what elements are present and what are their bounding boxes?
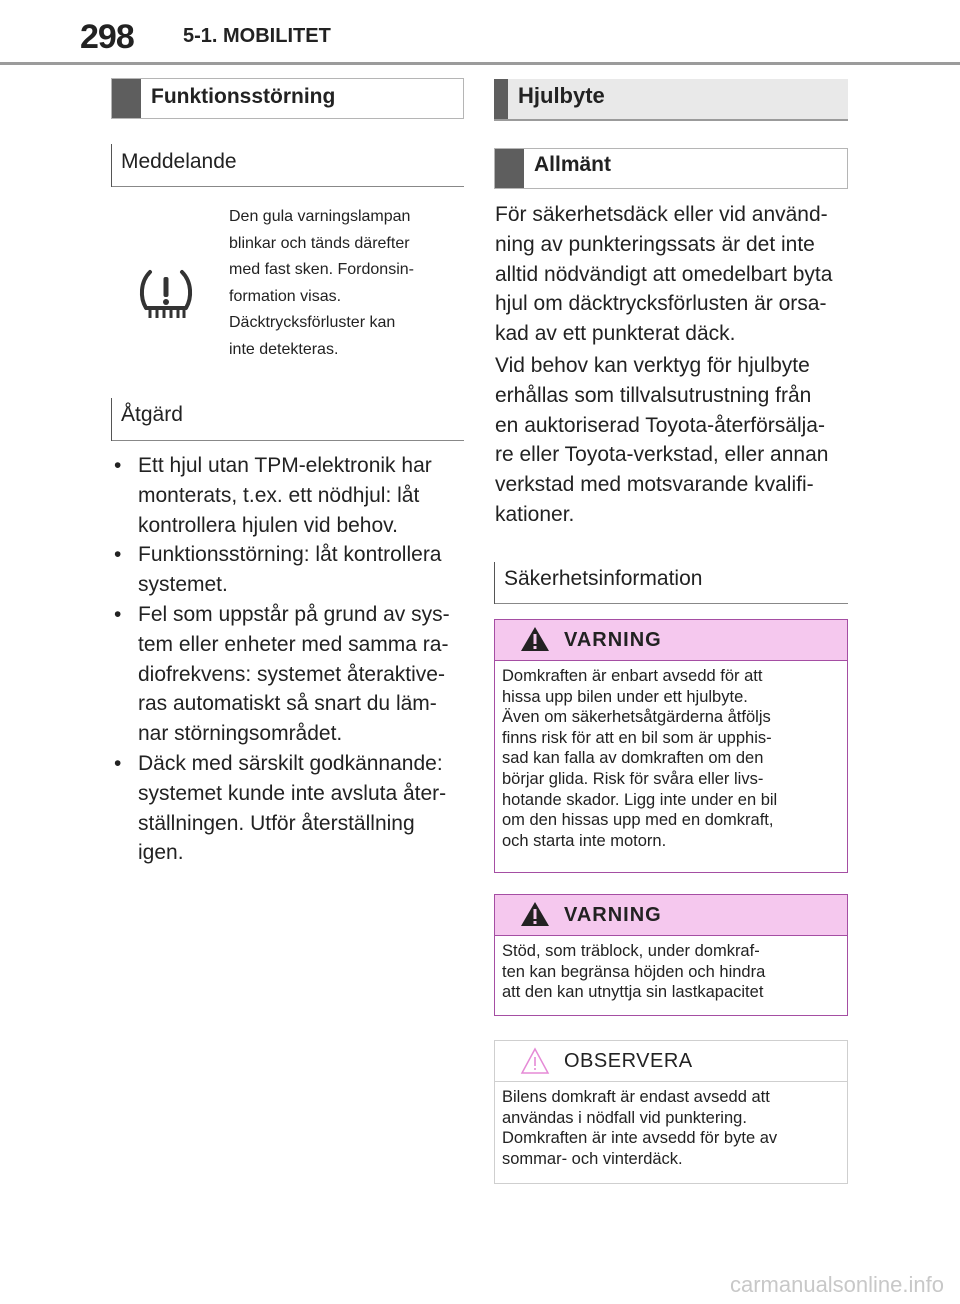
notice-title: OBSERVERA [564,1050,693,1072]
text-line: tem eller enheter med samma ra- [138,632,449,656]
text-line: erhållas som tillvalsutrustning från [495,383,812,407]
warning-box-support [494,894,848,1016]
text-line: börjar glida. Risk för svåra eller livs- [502,769,764,788]
caution-outline-icon [520,1047,550,1075]
text-line: igen. [138,841,184,865]
subhead-rule [112,186,464,187]
notice-header [495,1041,847,1082]
text-line: systemet. [138,573,228,597]
warning-light-description [229,204,464,364]
action-bullet-list [109,451,465,868]
warning-header [495,620,847,661]
text-line: re eller Toyota-verkstad, eller annan [495,443,829,467]
text-line: systemet kunde inte avsluta åter- [138,781,447,805]
list-item [109,600,465,749]
subhead-label: Meddelande [121,150,237,173]
text-line: hjul om däcktrycksförlusten är orsa- [495,292,827,316]
header-rule [0,62,960,65]
paragraph-tools [495,351,855,530]
list-item [109,540,465,600]
section-hjulbyte [494,79,848,121]
warning-title: VARNING [564,904,662,926]
text-line: om den hissas upp med en domkraft, [502,811,774,830]
text-line: • Funktionsstörning: låt kontrollera [138,543,442,567]
text-line: kontrollera hjulen vid behov. [138,513,398,537]
section-title: Funktionsstörning [151,84,336,108]
notice-body [495,1082,847,1169]
watermark: carmanualsonline.info [729,1272,944,1297]
text-line: Den gula varningslampan [229,208,411,225]
subhead-label: Säkerhetsinformation [504,567,703,590]
section-title: Hjulbyte [518,83,605,108]
text-line: ning av punkteringssats är det inte [495,232,815,256]
text-line: finns risk för att en bil som är upphis- [502,728,772,747]
subhead-rule [495,603,848,604]
text-line: formation visas. [229,287,342,305]
text-line: användas i nödfall vid punktering. [502,1108,747,1127]
section-bar [494,79,508,119]
text-line: blinkar och tänds därefter [229,234,410,252]
tire-pressure-warning-icon [138,268,194,322]
text-line: alltid nödvändigt att omedelbart byta [495,262,833,286]
text-line: inte detekteras. [229,340,339,358]
warning-body [495,936,847,1003]
paragraph-general [495,200,855,349]
text-line: • Däck med särskilt godkännande: [138,751,443,775]
subhead-sakerhetsinformation [494,562,848,604]
text-line: att den kan utnyttja sin lastkapacitet [502,983,764,1002]
section-bar [112,79,141,118]
subhead-rule [112,440,464,441]
text-line: kad av ett punkterat däck. [495,322,736,346]
section-bar [495,149,524,188]
text-line: och starta inte motorn. [502,831,667,850]
text-line: Däcktrycksförluster kan [229,314,396,332]
text-line: hissa upp bilen under ett hjulbyte. [502,687,748,706]
warning-triangle-icon [520,901,550,927]
page-number: 298 [80,18,134,56]
warning-body [495,661,847,851]
text-line: • Fel som uppstår på grund av sys- [138,602,450,626]
subsection-allmant [494,148,848,189]
warning-box-jack [494,619,848,873]
warning-header [495,895,847,936]
text-line: Domkraften är inte avsedd för byte av [502,1129,778,1148]
text-line: ras automatiskt så snart du läm- [138,692,437,716]
warning-triangle-icon [520,626,550,652]
list-item [109,749,465,868]
text-line: ten kan begränsa höjden och hindra [502,962,766,981]
text-line: Bilens domkraft är endast avsedd att [502,1088,770,1106]
text-line: • Ett hjul utan TPM-elektronik har [138,454,432,477]
warning-title: VARNING [564,629,662,651]
subsection-title: Allmänt [534,152,612,176]
text-line: en auktoriserad Toyota-återförsälja- [495,413,825,437]
subhead-atgard [111,398,464,441]
list-item [109,451,465,540]
subhead-label: Åtgärd [121,403,183,426]
text-line: monterats, t.ex. ett nödhjul: låt [138,483,420,507]
section-funktionsstorning [111,78,464,119]
text-line: verkstad med motsvarande kvalifi- [495,473,814,497]
text-line: diofrekvens: systemet återaktive- [138,662,445,686]
notice-box-observera [494,1040,848,1184]
text-line: ställningen. Utför återställning [138,811,415,835]
text-line: nar störningsområdet. [138,722,343,746]
text-line: sommar- och vinterdäck. [502,1149,683,1168]
text-line: med fast sken. Fordonsin- [229,261,414,279]
text-line: Vid behov kan verktyg för hjulbyte [495,354,810,377]
text-line: Stöd, som träblock, under domkraf- [502,942,760,960]
text-line: hotande skador. Ligg inte under en bil [502,790,778,809]
text-line: Även om säkerhetsåtgärderna åtföljs [502,708,771,727]
text-line: sad kan falla av domkraften om den [502,749,764,768]
text-line: För säkerhetsdäck eller vid använd- [495,203,828,226]
text-line: Domkraften är enbart avsedd för att [502,667,763,685]
chapter-title: 5-1. MOBILITET [183,25,331,47]
text-line: kationer. [495,502,575,526]
subhead-meddelande [111,144,464,187]
